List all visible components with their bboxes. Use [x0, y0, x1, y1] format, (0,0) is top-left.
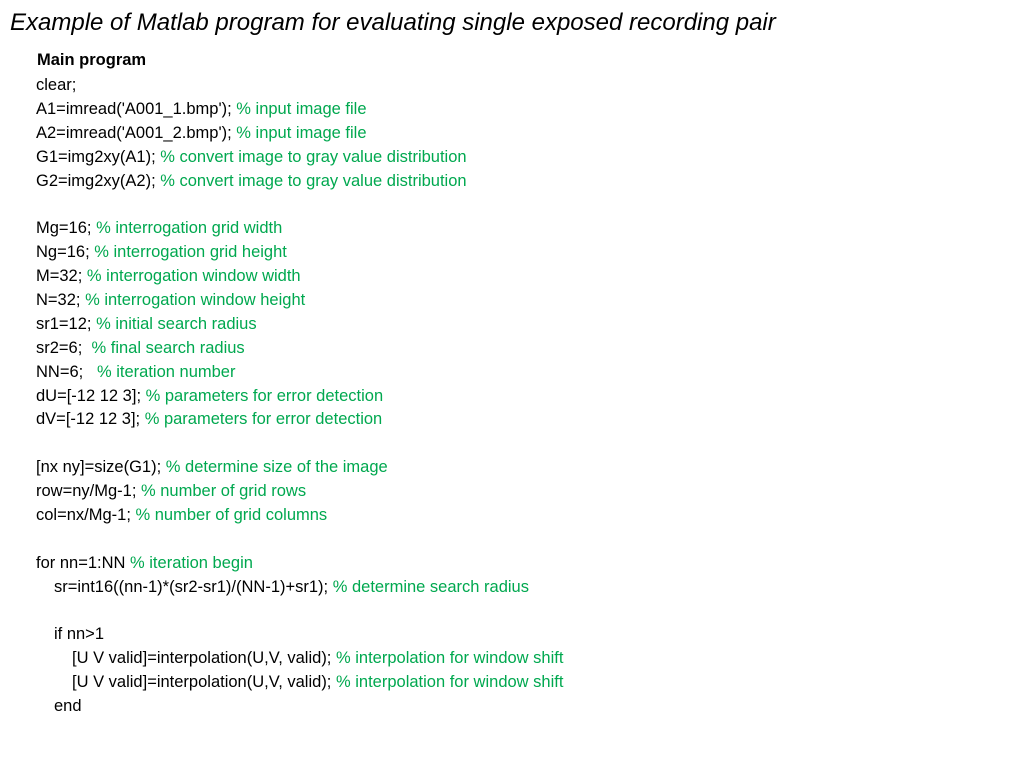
code-text: sr1=12;: [36, 314, 97, 333]
code-text: [U V valid]=interpolation(U,V, valid);: [72, 673, 336, 692]
code-text: sr2=6;: [36, 338, 92, 357]
code-text: end: [54, 697, 82, 716]
code-line: [36, 217, 563, 241]
code-text: [nx ny]=size(G1);: [36, 458, 166, 477]
code-line: [36, 671, 563, 695]
code-text: NN=6;: [36, 362, 97, 381]
code-line: [36, 170, 563, 194]
code-text: [U V valid]=interpolation(U,V, valid);: [72, 649, 336, 668]
code-line: [36, 552, 563, 576]
code-comment: % input image file: [236, 99, 367, 118]
code-line: [36, 504, 563, 528]
code-comment: % convert image to gray value distribution: [160, 171, 467, 190]
code-text: M=32;: [36, 267, 87, 286]
code-comment: % interpolation for window shift: [335, 673, 564, 692]
code-comment: % interrogation grid width: [96, 219, 283, 238]
code-comment: % interpolation for window shift: [335, 649, 564, 668]
code-text: Mg=16;: [36, 219, 97, 238]
code-line: [36, 98, 563, 122]
code-comment: % iteration number: [96, 362, 236, 381]
code-line: [36, 647, 563, 671]
code-comment: % convert image to gray value distribution: [160, 147, 467, 166]
code-text: row=ny/Mg-1;: [36, 482, 141, 501]
code-line: [36, 408, 563, 432]
code-line: [36, 456, 563, 480]
code-text: Ng=16;: [36, 243, 95, 262]
code-comment: % input image file: [236, 123, 367, 142]
code-text: A2=imread('A001_2.bmp');: [36, 123, 237, 142]
blank-line: [36, 600, 563, 624]
code-text: G1=img2xy(A1);: [36, 147, 161, 166]
code-comment: % final search radius: [91, 338, 245, 357]
section-heading: Main program: [37, 51, 147, 69]
code-line: [36, 289, 563, 313]
code-comment: % initial search radius: [96, 314, 257, 333]
code-line: [36, 695, 563, 719]
code-line: [36, 623, 563, 647]
code-text: if nn>1: [54, 625, 104, 644]
code-comment: % number of grid columns: [135, 506, 328, 525]
slide-title: Example of Matlab program for evaluating single exposed recording pair: [10, 9, 776, 36]
code-line: [36, 74, 563, 98]
code-comment: % parameters for error detection: [145, 386, 384, 405]
code-line: [36, 313, 563, 337]
code-line: [36, 122, 563, 146]
code-comment: % number of grid rows: [141, 482, 307, 501]
code-text: sr=int16((nn-1)*(sr2-sr1)/(NN-1)+sr1);: [54, 577, 333, 596]
code-text: A1=imread('A001_1.bmp');: [36, 99, 237, 118]
code-line: [36, 480, 563, 504]
blank-line: [36, 193, 563, 217]
code-text: col=nx/Mg-1;: [36, 506, 136, 525]
code-text: clear;: [36, 76, 77, 94]
code-comment: % interrogation grid height: [94, 243, 287, 262]
blank-line: [36, 432, 563, 456]
code-line: [36, 576, 563, 600]
code-comment: % interrogation window width: [86, 267, 301, 286]
code-text: dV=[-12 12 3];: [36, 410, 145, 429]
code-line: [36, 361, 563, 385]
code-text: dU=[-12 12 3];: [36, 386, 146, 405]
code-line: [36, 385, 563, 409]
code-text: for nn=1:NN: [36, 553, 131, 572]
code-text: N=32;: [36, 291, 86, 310]
code-line: [36, 265, 563, 289]
blank-line: [36, 528, 563, 552]
code-listing: [36, 74, 563, 719]
code-comment: % determine search radius: [332, 577, 529, 596]
code-line: [36, 337, 563, 361]
code-line: [36, 146, 563, 170]
code-comment: % parameters for error detection: [144, 410, 383, 429]
code-text: G2=img2xy(A2);: [36, 171, 161, 190]
code-comment: % interrogation window height: [85, 291, 306, 310]
code-comment: % iteration begin: [130, 553, 253, 572]
code-line: [36, 241, 563, 265]
code-comment: % determine size of the image: [165, 458, 388, 477]
